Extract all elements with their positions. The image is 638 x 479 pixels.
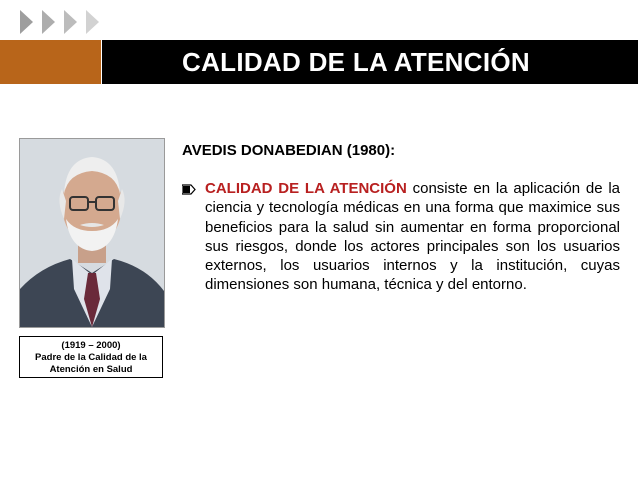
orange-accent-block — [0, 40, 101, 84]
pencil-bullet-icon — [182, 184, 196, 195]
chevron-arrows-icon — [20, 8, 110, 36]
caption-years: (1919 – 2000) — [61, 340, 121, 351]
page-title: CALIDAD DE LA ATENCIÓN — [182, 47, 530, 77]
caption-line-3: Atención en Salud — [49, 364, 133, 375]
highlight-term: CALIDAD DE LA ATENCIÓN — [205, 180, 407, 197]
bullet-text: consiste en la aplicación de la ciencia y tecnología médicas en una forma que maximice sus beneficios para la salud sin aumentar en forma proporcional sus riesgos, donde los actores principales son los usuarios externos, los usuarios internos y la institución, cuyas dimensiones son humana, técnica y del entorno. — [205, 180, 621, 294]
bullet-paragraph — [205, 179, 620, 295]
caption-line-2: Padre de la Calidad de la — [35, 352, 147, 363]
portrait-photo — [19, 138, 165, 328]
photo-caption — [19, 336, 163, 378]
author-heading: AVEDIS DONABEDIAN (1980): — [182, 142, 396, 159]
